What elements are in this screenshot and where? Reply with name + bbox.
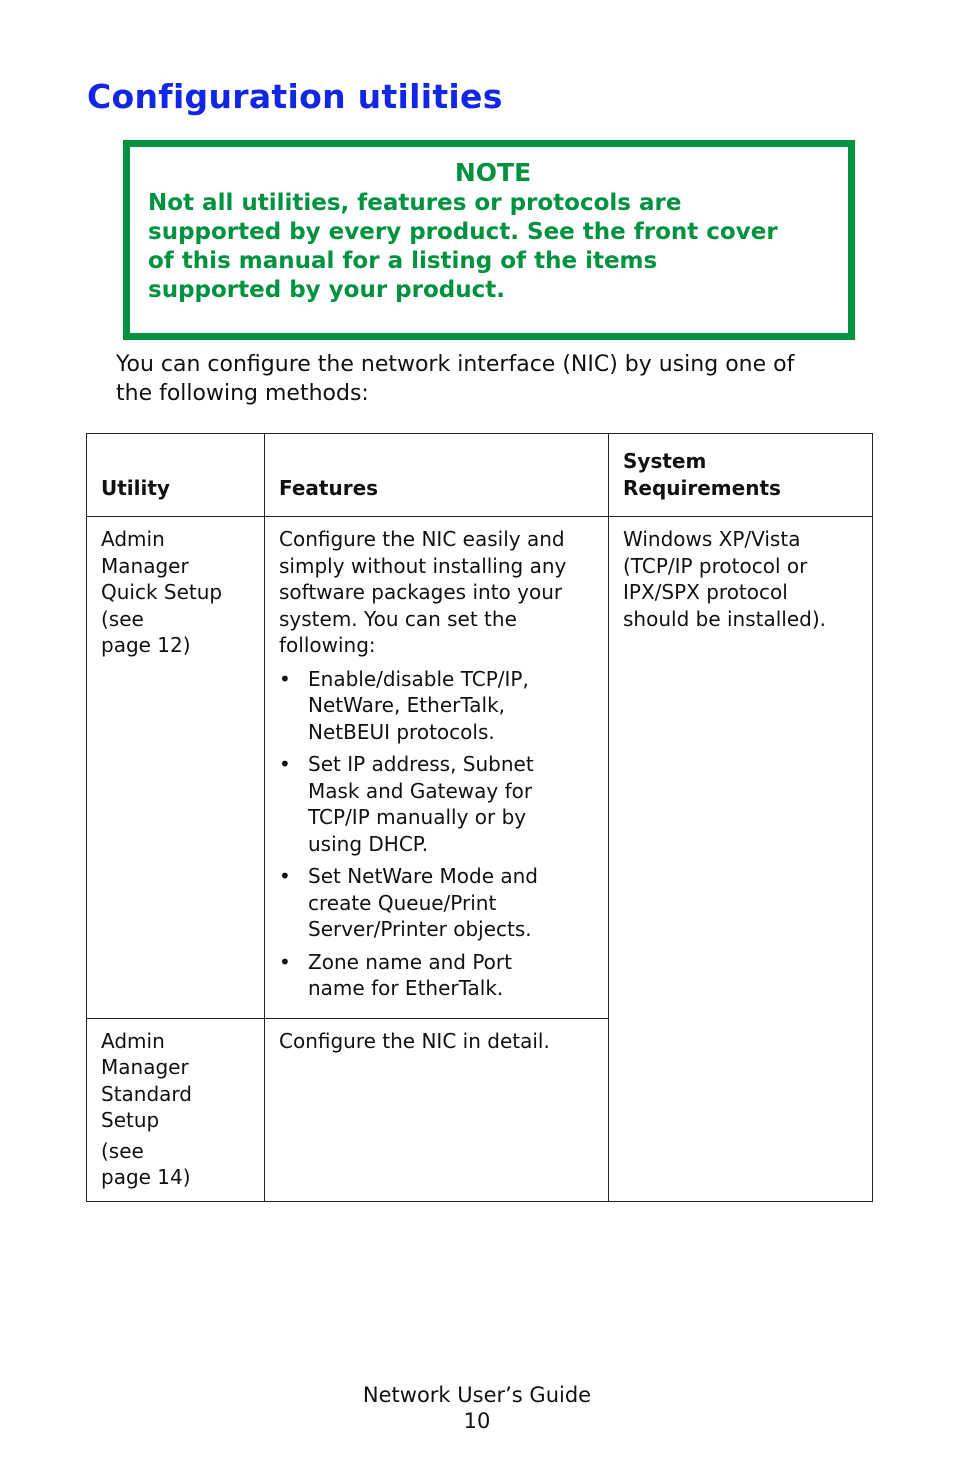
utility-line: Manager [101, 1055, 189, 1079]
bullet-icon: • [279, 666, 291, 691]
features-line: Configure the NIC easily and [279, 527, 565, 551]
bullet-icon: • [279, 949, 291, 974]
utility-cell [87, 1018, 265, 1201]
utility-cell [87, 517, 265, 1019]
features-bullet-list [279, 666, 594, 1002]
bullet-line: using DHCP. [308, 831, 429, 856]
features-line: software packages into your [279, 580, 563, 604]
list-item [279, 949, 594, 1002]
bullet-icon: • [279, 752, 291, 776]
column-header-features: Features [265, 434, 609, 517]
bullet-line: Enable/disable TCP/IP, [308, 666, 529, 691]
intro-paragraph [116, 350, 896, 408]
bullet-line: NetBEUI protocols. [308, 719, 495, 744]
note-line: supported by every product. See the front cover [148, 219, 778, 245]
utilities-table [86, 433, 873, 1202]
list-item [279, 666, 594, 746]
utility-line: Quick Setup [101, 580, 223, 604]
utility-line: Admin [101, 527, 165, 551]
bullet-line: TCP/IP manually or by [308, 805, 527, 829]
utility-line: (see [101, 1138, 144, 1163]
requirements-line: (TCP/IP protocol or [623, 553, 808, 578]
requirements-line: Windows XP/Vista [623, 527, 801, 551]
utility-line: Manager [101, 553, 189, 578]
bullet-icon: • [279, 864, 291, 888]
list-item [279, 863, 594, 943]
bullet-line: Server/Printer objects. [308, 917, 532, 941]
column-header-requirements-line: System [623, 449, 707, 473]
table-header-row [87, 434, 873, 517]
features-line: following: [279, 633, 376, 657]
utility-line: Setup [101, 1108, 160, 1132]
bullet-line: Set NetWare Mode and [308, 864, 538, 888]
note-box [123, 140, 855, 340]
requirements-line: IPX/SPX protocol [623, 580, 788, 604]
utility-line: (see [101, 606, 144, 631]
utility-line: page 12) [101, 633, 191, 657]
footer-guide-title: Network User’s Guide [362, 1383, 592, 1407]
column-header-utility: Utility [87, 434, 265, 517]
footer-page-number: 10 [463, 1409, 491, 1433]
list-item [279, 751, 594, 857]
note-heading: NOTE [454, 158, 532, 187]
note-line: supported by your product. [148, 277, 505, 303]
bullet-line: Mask and Gateway for [308, 778, 533, 803]
intro-line: You can configure the network interface (NIC) by using one of [116, 352, 795, 377]
page-title: Configuration utilities [87, 77, 503, 116]
utility-line: Standard [101, 1081, 192, 1106]
note-line: Not all utilities, features or protocols are [148, 190, 682, 216]
bullet-line: Set IP address, Subnet [308, 752, 534, 776]
bullet-line: NetWare, EtherTalk, [308, 693, 506, 717]
bullet-line: Zone name and Port [308, 949, 512, 974]
features-line: simply without installing any [279, 553, 567, 578]
features-cell [265, 517, 609, 1019]
requirements-line: should be installed). [623, 606, 826, 631]
features-line: system. You can set the [279, 606, 517, 631]
requirements-cell [609, 517, 873, 1202]
intro-line: the following methods: [116, 381, 369, 406]
utility-line: Admin [101, 1028, 165, 1053]
note-text [148, 189, 838, 305]
utility-line: page 14) [101, 1165, 191, 1189]
note-line: of this manual for a listing of the items [148, 248, 658, 274]
table-row [87, 517, 873, 1019]
bullet-line: name for EtherTalk. [308, 976, 504, 1000]
features-cell [265, 1018, 609, 1201]
column-header-requirements-line: Requirements [623, 475, 781, 500]
bullet-line: create Queue/Print [308, 890, 497, 915]
column-header-requirements [609, 434, 873, 517]
features-line: Configure the NIC in detail. [279, 1028, 550, 1053]
